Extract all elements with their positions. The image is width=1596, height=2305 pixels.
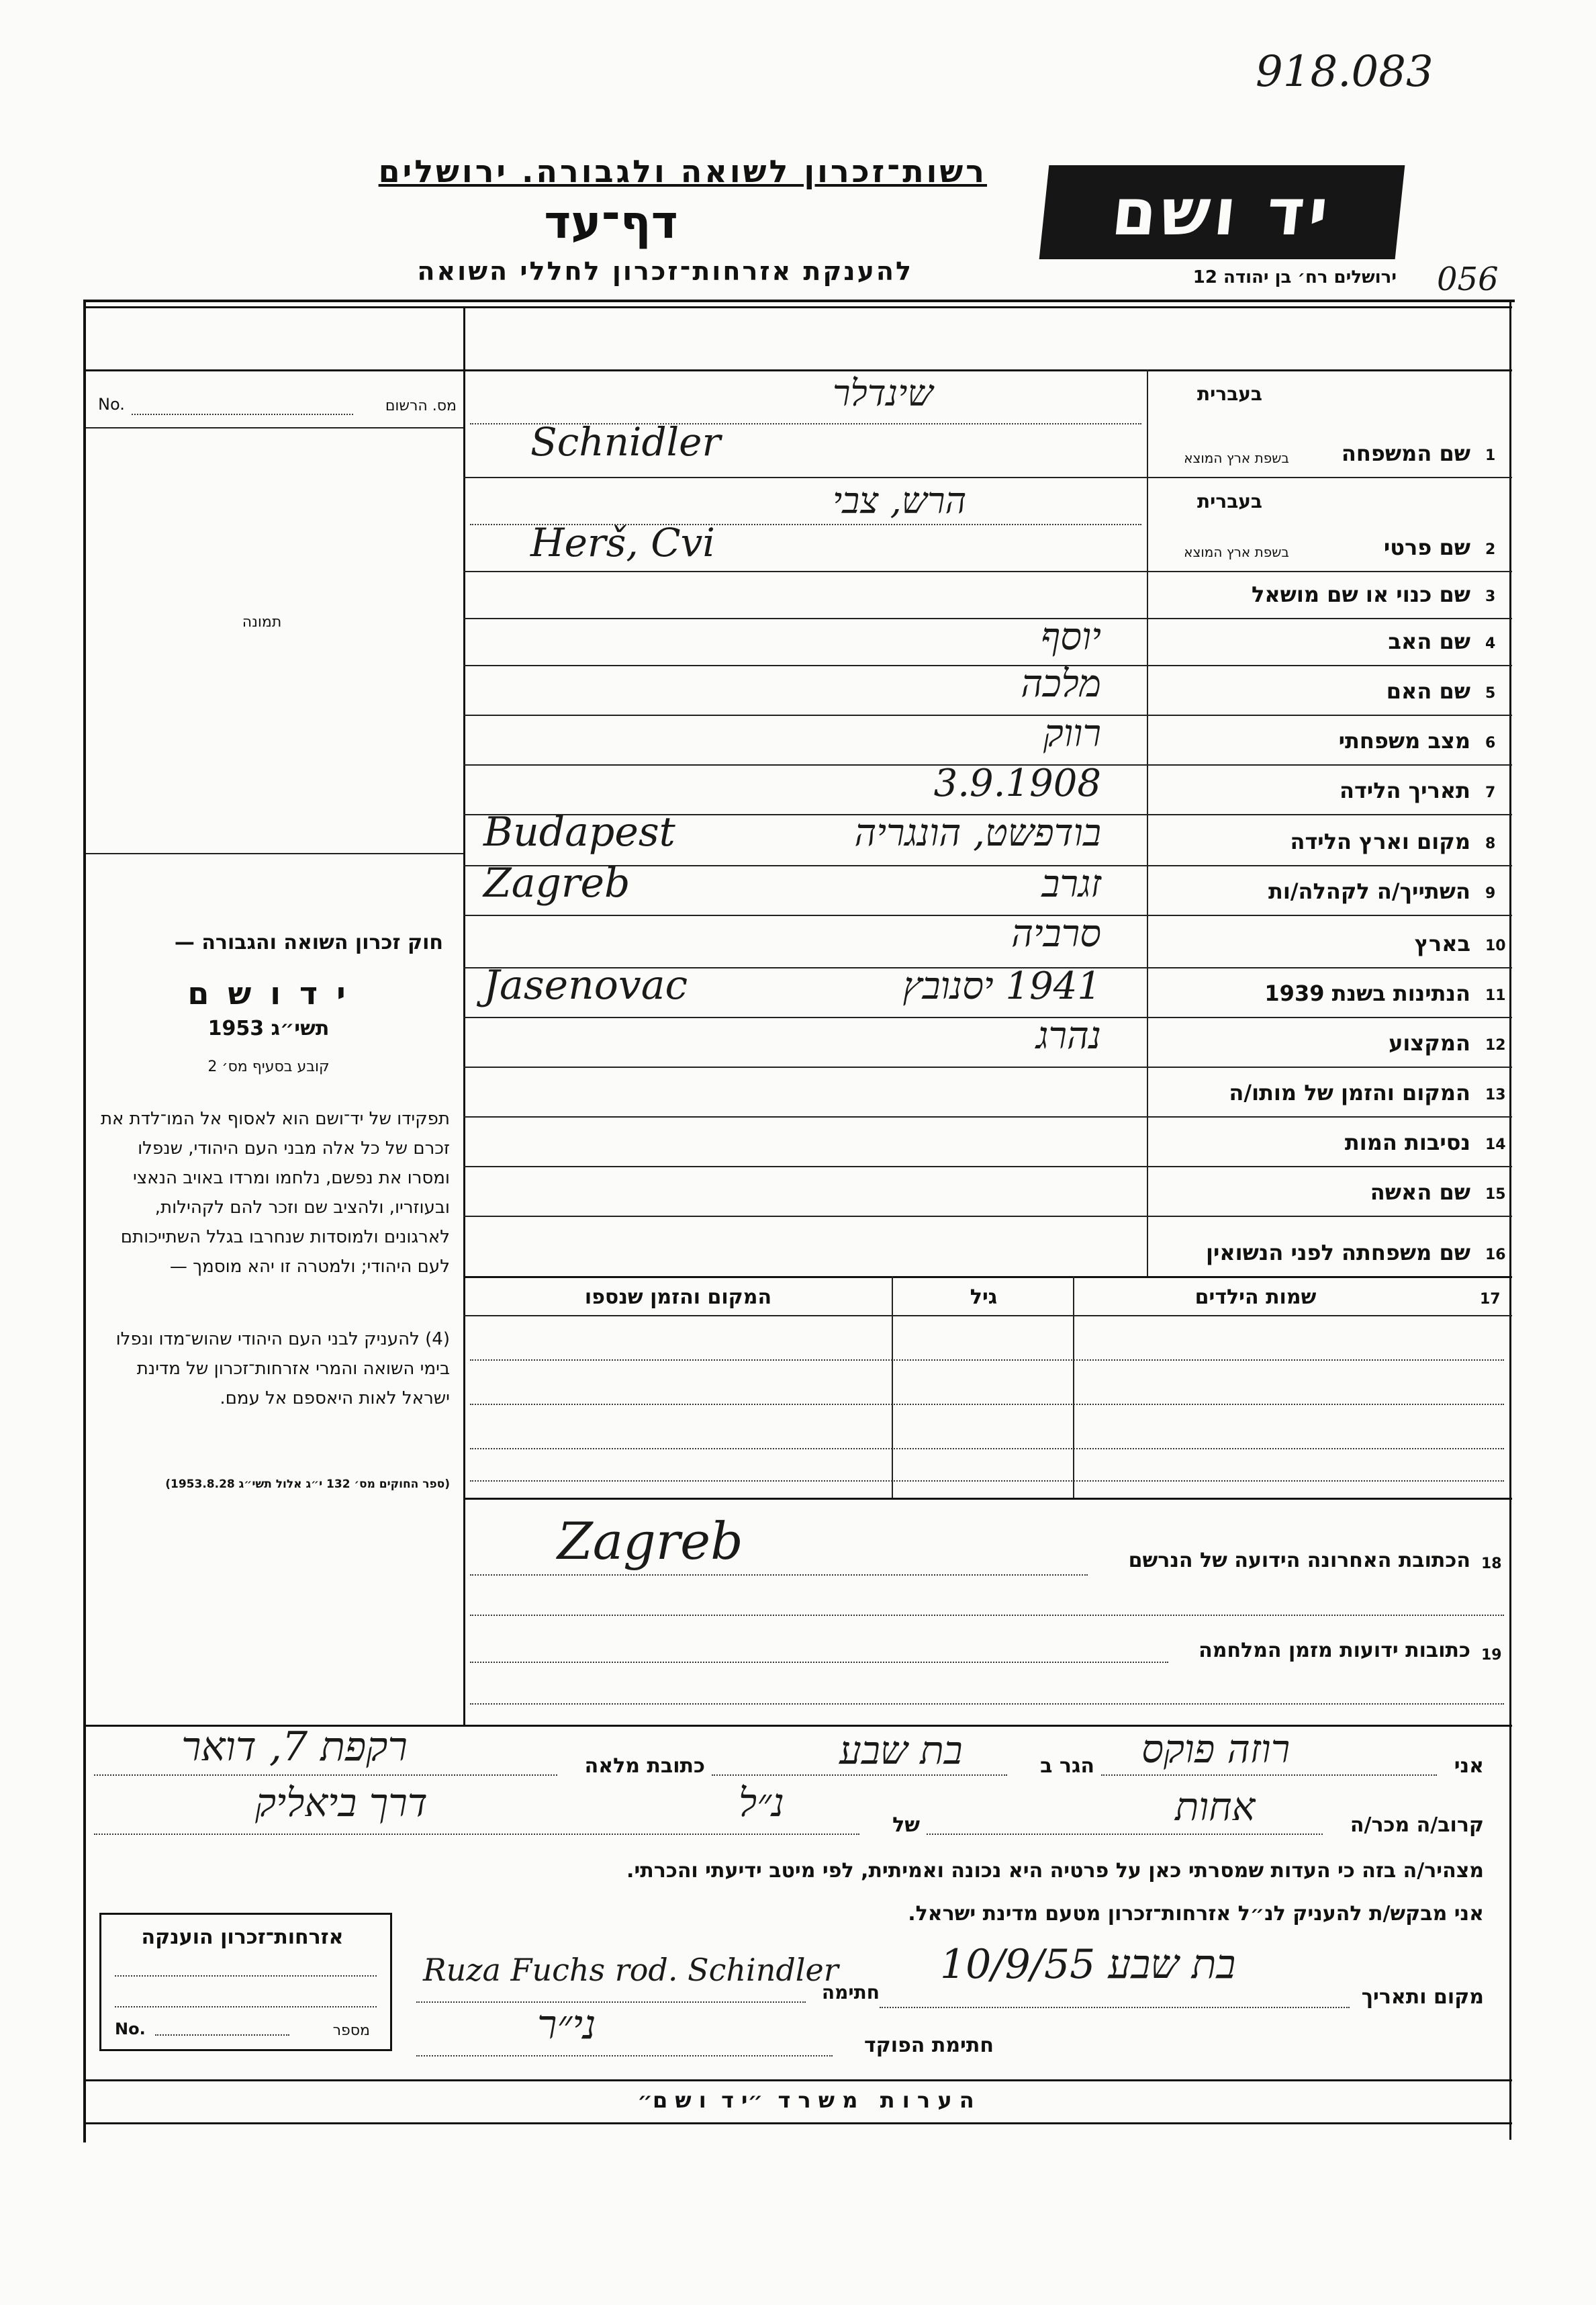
children-names-header: שמות הילדים [1194,1285,1317,1309]
resides-value: בת שבע [839,1727,963,1773]
reg-no-label-en: No. [98,395,125,414]
field-number-15: 15 [1485,1186,1506,1203]
field-number-4: 4 [1485,635,1496,652]
field-label-6: מצב משפחתי [1338,728,1470,754]
citizenship-stamp-box [99,1913,392,2051]
left-column-divider [463,306,465,1726]
field-8-value-latin: Budapest [483,809,675,856]
field-7-value: 3.9.1908 [933,762,1101,805]
officer-signature: ני״ר [537,2001,596,2048]
field-10-value: סרביה [1011,912,1101,956]
field-label-11: הנתינות בשנת 1939 [1264,981,1470,1006]
stamp-box-title: אזרחות־זכרון הוענקה [141,1926,344,1949]
field-2-hebrew-sublabel: בעברית [1196,490,1262,512]
of-value: נ״ל [739,1780,785,1825]
field-number-5: 5 [1485,685,1496,702]
field-2-value-hebrew: הרש, צבי [833,480,967,522]
field-label-7: תאריך הלידה [1339,778,1470,803]
authority-title: רשות־זכרון לשואה ולגבורה. ירושלים [378,153,987,189]
field-label-5: שם האם [1386,678,1470,704]
field-label-2: שם פרטי [1383,535,1470,560]
field-number-9: 9 [1485,885,1496,902]
relative-label: קרוב/ה מכר/ה [1350,1813,1484,1837]
field-2-value-origin: Herš, Cvi [530,520,715,566]
field-label-16: שם משפחתה לפני הנשואין [1205,1240,1470,1265]
place-date-value: בת שבע 10/9/55 [940,1941,1236,1988]
field-label-13: המקום והזמן של מותו/ה [1229,1080,1470,1105]
declaration-statement: מצהיר/ה בזה כי העדות שמסרתי כאן על פרטיה היא נכונה ואמיתית, לפי מיטב ידיעתי והכרתי. [626,1859,1484,1883]
label-column-divider [1147,369,1148,1276]
field-2-origin-sublabel: בשפת ארץ המוצא [1184,544,1289,560]
of-label: של [892,1813,920,1837]
field-label-9: השתייך/ה לקהלה/ות [1268,878,1470,904]
page-title: דף־עד [544,196,678,249]
field-number-19: 19 [1481,1647,1502,1664]
footer-remarks: ה ע ר ו ת מ ש ר ד ״י ד ו ש ם״ [637,2087,974,2113]
declaration-name: רוזה פוקס [1141,1726,1290,1772]
field-label-15: שם האשה [1370,1179,1470,1205]
field-1-origin-sublabel: בשפת ארץ המוצא [1184,450,1289,466]
place-date-label: מקום ותאריך [1361,1985,1484,2009]
field-number-1: 1 [1485,447,1496,464]
field-number-10: 10 [1485,938,1506,954]
field-number-17: 17 [1480,1291,1501,1308]
address-label: כתובת מלאה [584,1754,705,1778]
field-number-12: 12 [1485,1037,1506,1054]
resides-label: הגר ב [1040,1754,1094,1778]
field-1-value-hebrew: שינדלר [833,372,933,414]
children-place-header: המקום והזמן שנספו [584,1285,772,1309]
signature-value: Ruza Fuchs rod. Schindler [423,1952,839,1988]
relative-value: אחות [1175,1784,1256,1829]
field-number-13: 13 [1485,1087,1506,1103]
sheet-code: 056 [1437,261,1499,298]
law-reference: (ספר החוקים מס׳ 132 י״ג אלול תשי״ג 1953.8.28) [165,1478,450,1491]
stamp-box-no-he: מספר [332,2022,370,2039]
officer-label: חתימת הפוקד [864,2034,994,2057]
address2-value: דרך ביאליק [255,1780,428,1825]
field-8-value: בודפשט, הונגריה [854,811,1101,855]
field-11-value: 1941 יסנובץ [902,964,1101,1008]
children-age-header: גיל [970,1285,998,1309]
field-6-value: רווק [1043,712,1101,756]
field-1-hebrew-sublabel: בעברית [1196,383,1262,405]
field-4-value: יוסף [1041,615,1101,659]
field-number-6: 6 [1485,735,1496,752]
field-label-3: שם כנוי או שם מושאל [1251,582,1470,607]
photo-label: תמונה [242,614,282,631]
field-5-value: מלכה [1021,662,1101,706]
address-line: ירושלים רח׳ בן יהודה 12 [1192,267,1397,287]
field-number-18: 18 [1481,1555,1502,1572]
law-year: תשי״ג 1953 [207,1017,330,1040]
field-number-8: 8 [1485,835,1496,852]
field-label-14: נסיבות המות [1344,1130,1470,1155]
law-name: י ד ו ש ם [187,975,350,1011]
reg-no-label: מס. הרשום [385,398,457,414]
declaration-i-label: אני [1454,1754,1484,1778]
stamp-box-no: No. [115,2020,146,2038]
law-text-1: תפקידו של יד־ושם הוא לאסוף אל המו־לדת את זכרם של כל אלה מבני העם היהודי, שנפלו ומסרו את נפשם, נלחמו ומרדו באויב הנאצי ובעוזריו, ולהציב שם וזכר להם לקהילות, לארגונים ולמוסדות שנחרבו בגלל השתייכותם לעם היהודי; ולמטרה זו יהא מוסמך — [100,1109,450,1277]
field-number-2: 2 [1485,541,1496,558]
field-label-12: המקצוע [1389,1030,1470,1056]
field-label-4: שם האב [1388,629,1470,654]
frame-right [1509,300,1511,2140]
page-subtitle: להענקת אזרחות־זכרון לחללי השואה [417,257,913,286]
field-number-16: 16 [1485,1247,1506,1263]
field-18-value: Zagreb [557,1511,743,1571]
archive-number: 918.083 [1256,47,1434,97]
law-title: חוק זכרון השואה והגבורה — [174,931,443,954]
field-18-label: הכתובת האחרונה הידועה של הנרשם [1128,1549,1470,1572]
field-label-8: מקום וארץ הלידה [1290,829,1470,854]
declaration-request: אני מבקש/ת להעניק לנ״ל אזרחות־זכרון מטעם מדינת ישראל. [908,1902,1484,1926]
yad-vashem-logo [1039,165,1405,259]
law-clause: קובע בסעיף מס׳ 2 [207,1058,330,1075]
signature-label: חתימה [821,1981,880,2003]
field-number-3: 3 [1485,588,1496,605]
field-19-label: כתובות ידועות מזמן המלחמה [1199,1639,1470,1662]
field-1-value-origin: Schnidler [530,419,721,465]
field-number-14: 14 [1485,1136,1506,1153]
field-12-value: נהרג [1035,1014,1101,1058]
logo-text: יד ושם [1108,175,1336,250]
law-text-2: (4) להעניק לבני העם היהודי שהוש־מדו ונפלו בימי השואה והמרי אזרחות־זכרון של מדינת ישראל לאות היאספם אל עמם. [115,1329,450,1408]
field-number-7: 7 [1485,784,1496,801]
field-9-value: זגרב [1041,862,1101,906]
address-value: רקפת 7, דואר [181,1723,408,1770]
field-11-value-latin: Jasenovac [483,962,688,1009]
field-number-11: 11 [1485,987,1506,1004]
field-9-value-latin: Zagreb [483,860,630,907]
field-label-10: בארץ [1414,931,1470,956]
field-label-1: שם המשפחה [1341,441,1470,466]
